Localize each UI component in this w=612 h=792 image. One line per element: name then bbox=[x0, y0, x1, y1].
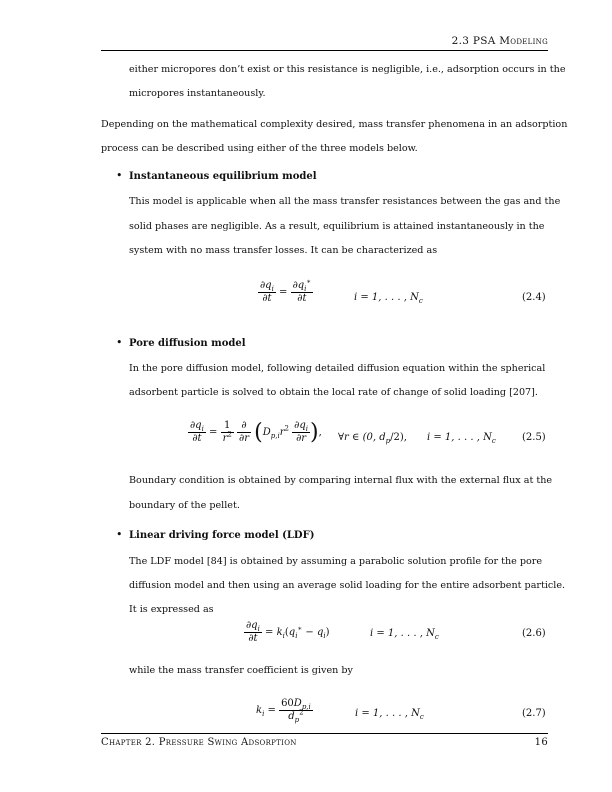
body-line: boundary of the pellet. bbox=[129, 500, 240, 511]
body-line: It is expressed as bbox=[129, 604, 214, 615]
equation-2-4-condition: i = 1, . . . , $N_c$ bbox=[354, 292, 423, 305]
equation-2-5-condition-domain: ∀r ∈ (0, $d_p/2$), bbox=[338, 432, 407, 445]
bullet-title-ldf: Linear driving force model (LDF) bbox=[129, 530, 315, 541]
running-footer-chapter: Chapter 2. Pressure Swing Adsorption bbox=[101, 737, 297, 748]
footer-rule bbox=[101, 733, 548, 734]
intro-line-1: either micropores don’t exist or this resistance is negligible, i.e., adsorption occurs in the bbox=[129, 64, 566, 75]
equation-number: (2.5) bbox=[522, 432, 546, 443]
equation-2-7-condition: i = 1, . . . , $N_c$ bbox=[355, 708, 424, 721]
body-line: while the mass transfer coefficient is given by bbox=[129, 665, 353, 676]
body-line: Boundary condition is obtained by comparing internal flux with the external flux at the bbox=[129, 475, 553, 486]
equation-number: (2.6) bbox=[522, 628, 546, 639]
depending-line-2: process can be described using either of the three models below. bbox=[101, 143, 418, 154]
page-number: 16 bbox=[534, 737, 548, 748]
body-line: In the pore diffusion model, following detailed diffusion equation within the spherical bbox=[129, 363, 546, 374]
intro-line-2: micropores instantaneously. bbox=[129, 88, 266, 99]
depending-line-1: Depending on the mathematical complexity desired, mass transfer phenomena in an adsorption bbox=[101, 119, 568, 130]
body-line: The LDF model [84] is obtained by assuming a parabolic solution profile for the pore bbox=[129, 556, 543, 567]
body-line: system with no mass transfer losses. It can be characterized as bbox=[129, 245, 438, 256]
bullet-dot: • bbox=[116, 169, 123, 182]
body-line: solid phases are negligible. As a result, equilibrium is attained instantaneously in the bbox=[129, 221, 545, 232]
bullet-dot: • bbox=[116, 336, 123, 349]
running-header: 2.3 PSA Modeling bbox=[451, 35, 548, 47]
bullet-title-equilibrium: Instantaneous equilibrium model bbox=[129, 171, 317, 182]
equation-2-5: $\frac{\partial q_i}{\partial t}$ = $\frac{1}{r^2}$ $\frac{\partial}{\partial r}$ ($D_{p,i}r^2$ $\frac{\partial q_i}{\partial r}$ ), bbox=[190, 420, 322, 445]
equation-2-5-condition-index: i = 1, . . . , $N_c$ bbox=[427, 432, 496, 445]
equation-number: (2.7) bbox=[522, 708, 546, 719]
bullet-title-pore-diffusion: Pore diffusion model bbox=[129, 338, 246, 349]
equation-2-7: $k_i$ = $\frac{60D_{p,i}}{d_p^2}$ bbox=[256, 698, 311, 724]
equation-2-6: $\frac{\partial q_i}{\partial t}$ = $k_i(q_i^∗ - q_i)$ bbox=[246, 620, 330, 644]
equation-2-4: $\frac{\partial q_i}{\partial t}$ = $\frac{\partial q_i^∗}{\partial t}$ bbox=[260, 277, 312, 304]
bullet-dot: • bbox=[116, 528, 123, 541]
header-rule bbox=[101, 50, 548, 51]
equation-2-6-condition: i = 1, . . . , $N_c$ bbox=[370, 628, 439, 641]
body-line: adsorbent particle is solved to obtain the local rate of change of solid loading [207]. bbox=[129, 387, 538, 398]
body-line: This model is applicable when all the mass transfer resistances between the gas and the bbox=[129, 196, 561, 207]
equation-number: (2.4) bbox=[522, 292, 546, 303]
body-line: diffusion model and then using an average solid loading for the entire adsorbent particle. bbox=[129, 580, 566, 591]
